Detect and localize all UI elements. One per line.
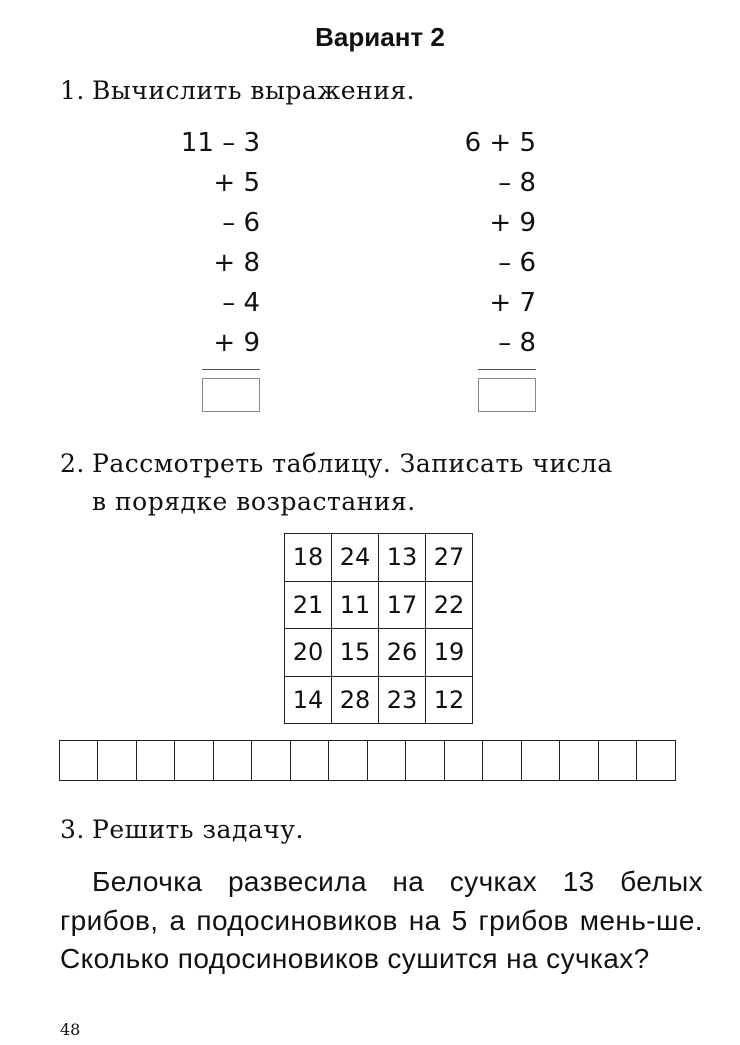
table-cell: 28	[332, 676, 379, 724]
answer-cell[interactable]	[598, 740, 638, 781]
task-3-text: Решить задачу.	[92, 815, 304, 844]
task-2-heading	[60, 445, 613, 521]
answer-cell[interactable]	[444, 740, 484, 781]
table-cell: 23	[379, 676, 426, 724]
answer-box-left[interactable]	[202, 378, 260, 412]
task-2-text-line2: в порядке возрастания.	[92, 487, 416, 516]
answer-cell[interactable]	[482, 740, 522, 781]
word-problem: Белочка развесила на сучках 13 белых грибов, а подосиновиков на 5 грибов мень-ше. Сколько подосиновиков сушится на сучках?	[60, 866, 703, 974]
table-cell: 22	[426, 581, 473, 629]
task-2-number: 2.	[60, 449, 85, 478]
expr-right-row: 6 + 5	[464, 128, 536, 158]
answer-cell[interactable]	[405, 740, 445, 781]
expr-right-row: + 7	[489, 288, 536, 318]
table-cell: 19	[426, 629, 473, 677]
table-cell: 15	[332, 629, 379, 677]
table-cell: 21	[285, 581, 332, 629]
result-line	[202, 369, 260, 370]
answer-cell[interactable]	[521, 740, 561, 781]
table-cell: 20	[285, 629, 332, 677]
task-1-text: Вычислить выражения.	[92, 76, 416, 105]
answer-cell[interactable]	[97, 740, 137, 781]
answer-cell[interactable]	[367, 740, 407, 781]
table-cell: 13	[379, 534, 426, 582]
table-cell: 27	[426, 534, 473, 582]
expr-left-row: – 4	[222, 288, 260, 318]
answer-cell[interactable]	[251, 740, 291, 781]
number-table	[284, 533, 473, 724]
task-2-text-line1: Рассмотреть таблицу. Записать числа	[92, 449, 613, 478]
answer-cell[interactable]	[290, 740, 330, 781]
table-row	[285, 581, 473, 629]
page-number: 48	[60, 1020, 81, 1039]
answer-cell[interactable]	[213, 740, 253, 781]
expression-left	[181, 123, 260, 412]
table-cell: 14	[285, 676, 332, 724]
answer-cell[interactable]	[136, 740, 176, 781]
expr-left-row: + 9	[213, 328, 260, 358]
task-3-heading	[60, 811, 304, 849]
expr-right-row: – 6	[498, 248, 536, 278]
expr-right-row: – 8	[498, 168, 536, 198]
answer-cell[interactable]	[636, 740, 676, 781]
table-cell: 26	[379, 629, 426, 677]
answer-cell[interactable]	[174, 740, 214, 781]
expr-right-row: + 9	[489, 208, 536, 238]
expr-right-row: – 8	[498, 328, 536, 358]
table-cell: 18	[285, 534, 332, 582]
expression-right	[465, 123, 536, 412]
expr-left-row: + 8	[213, 248, 260, 278]
expr-left-row: – 6	[222, 208, 260, 238]
table-cell: 12	[426, 676, 473, 724]
answer-cell[interactable]	[328, 740, 368, 781]
variant-title: Вариант 2	[315, 22, 445, 52]
table-cell: 24	[332, 534, 379, 582]
table-row	[285, 676, 473, 724]
answer-box-right[interactable]	[478, 378, 536, 412]
answer-cell[interactable]	[559, 740, 599, 781]
result-line	[478, 369, 536, 370]
task-1-heading	[60, 72, 415, 110]
table-row	[285, 534, 473, 582]
answer-cell[interactable]	[59, 740, 99, 781]
expr-left-row: + 5	[213, 168, 260, 198]
table-cell: 17	[379, 581, 426, 629]
task-3-number: 3.	[60, 815, 85, 844]
table-row	[285, 629, 473, 677]
expr-left-row: 11 – 3	[180, 128, 260, 158]
table-cell: 11	[332, 581, 379, 629]
answer-cells-row	[60, 740, 676, 781]
task-1-number: 1.	[60, 76, 85, 105]
